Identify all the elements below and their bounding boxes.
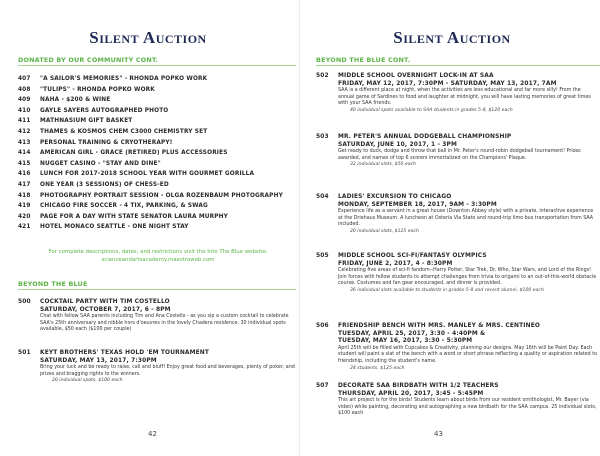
entry-number: 507 (316, 383, 329, 389)
item-number: 412 (18, 128, 31, 135)
entry-title: MIDDLE SCHOOL OVERNIGHT LOCK-IN AT SAA (338, 73, 494, 79)
entry-description: SAA is a different place at night, when the activities are less educational and far more silly! From the annual game of Sardines to food and laughter at midnight, you will have lasting memories of great times with your SAA friends. (338, 88, 591, 107)
item-name: "A SAILOR'S MEMORIES" - RHONDA POPKO WORK (40, 76, 208, 82)
auction-item-row (18, 85, 298, 96)
entry-date: TUESDAY, APRIL 25, 2017, 3:30 - 4:40PM & (338, 330, 486, 337)
entry-title: KEYT BROTHERS' TEXAS HOLD 'EM TOURNAMENT (40, 350, 210, 356)
entry-number: 506 (316, 323, 329, 329)
entry-availability: 24 students, $125 each (350, 365, 405, 371)
entry-availability: 36 individual slots available to students in grades 5-8 and recent alumni, $100 each (350, 287, 544, 293)
item-name: NAHA - $200 & WINE (40, 97, 111, 104)
entry-availability: 32 individual slots, $50 each (350, 162, 416, 168)
item-number: 417 (18, 181, 31, 188)
entry-number: 503 (316, 134, 329, 140)
auction-item-row (18, 106, 298, 117)
website-note (18, 248, 298, 264)
auction-item-row (18, 74, 298, 85)
entry-date: SATURDAY, OCTOBER 7, 2017, 6 - 8PM (40, 306, 171, 313)
auction-entry-505 (316, 253, 598, 294)
auction-entry-503 (316, 134, 598, 169)
auction-item-row (18, 180, 298, 191)
entry-date: FRIDAY, JUNE 2, 2017, 4 - 8:30PM (338, 260, 453, 267)
item-number: 420 (18, 213, 31, 220)
page-gutter (299, 0, 300, 456)
auction-entry-502 (316, 73, 598, 114)
entry-availability: 20 individual slots, $125 each (350, 228, 419, 234)
auction-entry-504 (316, 194, 598, 235)
item-name: ONE YEAR (3 SESSIONS) OF CHESS-ED (40, 181, 169, 188)
entry-availability: 20 individual spots, $100 each (52, 378, 123, 384)
item-number: 413 (18, 139, 31, 146)
item-number: 419 (18, 203, 31, 210)
entry-title: DECORATE SAA BIRDBATH WITH 1/2 TEACHERS (338, 383, 499, 389)
entry-title: MIDDLE SCHOOL SCI-FI/FANTASY OLYMPICS (338, 253, 487, 259)
item-number: 407 (18, 76, 31, 82)
auction-entry-506 (316, 323, 598, 372)
section-header-beyond-cont: BEYOND THE BLUE CONT. (316, 56, 411, 64)
item-name: "TULIPS" - RHONDA POPKO WORK (40, 86, 155, 93)
auction-item-row (18, 159, 298, 170)
entry-availability: 40 individual spots available to SAA students in grades 5-8, $120 each (350, 107, 513, 113)
auction-item-row (18, 201, 298, 212)
page-title: Silent Auction (393, 28, 511, 47)
item-number: 414 (18, 150, 31, 157)
auction-item-row (18, 116, 298, 127)
auction-item-row (18, 191, 298, 202)
entry-description: Experience life as a servant in a great house (Downton Abbey style) with a private, interactive experience at the Driehaus Museum. A luncheon at Osteria Via Stato and round-trip limo bus transportation from SAA included. (338, 209, 594, 228)
auction-entry-507 (316, 383, 598, 418)
entry-description: This art project is for the birds! Students learn about birds from our resident ornithologist, Mr. Bayer (via video) while painting, decorating and autographing a new birdbath for the SAA campus. 25 individual slots, $100 each (338, 398, 597, 417)
entry-date: SATURDAY, JUNE 10, 2017, 1 - 3PM (338, 141, 458, 148)
right-page (304, 0, 600, 456)
entry-description: Bring your luck and be ready to raise, call and bluff! Enjoy great food and beverages, plenty of poker, and prizes and bragging rights to the winners. (40, 365, 295, 377)
item-name: PHOTOGRAPHY PORTRAIT SESSION - OLGA ROZENBAUM PHOTOGRAPHY (40, 192, 283, 199)
entry-date-second: TUESDAY, MAY 16, 2017, 3:30 - 5:30PM (338, 338, 473, 345)
auction-item-row (18, 222, 298, 233)
entry-date: FRIDAY, MAY 12, 2017, 7:30PM - SATURDAY, MAY 13, 2017, 7AM (338, 80, 557, 87)
section-header-beyond: BEYOND THE BLUE (18, 280, 88, 288)
entry-date: THURSDAY, APRIL 20, 2017, 3:45 - 5:45PM (338, 390, 484, 397)
item-name: THAMES & KOSMOS CHEM C3000 CHEMISTRY SET (40, 128, 208, 135)
item-name: PAGE FOR A DAY WITH STATE SENATOR LAURA MURPHY (40, 213, 228, 220)
auction-entry-500 (18, 299, 298, 334)
item-name: NUGGET CASINO - "STAY AND DINE" (40, 160, 161, 167)
item-name: PERSONAL TRAINING & CRYOTHERAPY! (40, 139, 173, 146)
entry-date: SATURDAY, MAY 13, 2017, 7:30PM (40, 357, 157, 364)
entry-description: Get ready to duck, dodge and throw that ball in Mr. Peter's round-robin dodgeball tournament! Prizes awarded, and names of top 6 scorers immortalized on the Champions' Plaque. (338, 149, 581, 161)
auction-item-row (18, 212, 298, 223)
entry-number: 502 (316, 73, 329, 79)
website-note-text: For complete descriptions, dates, and restrictions visit the Into The Blue website: (48, 249, 268, 255)
section-divider (18, 65, 296, 66)
auction-item-row (18, 138, 298, 149)
item-name: GAYLE SAYERS AUTOGRAPHED PHOTO (40, 107, 169, 114)
entry-number: 505 (316, 253, 329, 259)
auction-item-row (18, 148, 298, 159)
item-number: 409 (18, 97, 31, 104)
item-name: MATHNASIUM GIFT BASKET (40, 118, 133, 125)
auction-item-row (18, 95, 298, 106)
entry-number: 500 (18, 299, 31, 305)
item-number: 411 (18, 118, 31, 125)
page-number: 42 (148, 430, 157, 438)
section-divider (18, 289, 296, 290)
section-header-donated: DONATED BY OUR COMMUNITY CONT. (18, 56, 159, 64)
entry-number: 504 (316, 194, 329, 200)
entry-description: Chat with fellow SAA parents including Tim and Ana Costello - as you sip a custom cocktail to celebrate SAA's 25th anniversary and nibble hors d'oeuvres in the lovely Chadera residence. 30 individual spots available, $50 each ($100 per couple) (40, 314, 289, 333)
item-number: 408 (18, 86, 31, 93)
page-title: Silent Auction (89, 28, 207, 47)
item-number: 415 (18, 160, 31, 167)
left-page (0, 0, 296, 456)
item-name: AMERICAN GIRL - GRACE (RETIRED) PLUS ACCESSORIES (40, 150, 228, 157)
website-link[interactable]: scienceandartsacademy.maestroweb.com (101, 257, 215, 263)
item-number: 421 (18, 224, 31, 231)
entry-title: LADIES' EXCURSION TO CHICAGO (338, 194, 452, 200)
entry-title: COCKTAIL PARTY WITH TIM COSTELLO (40, 299, 170, 305)
auction-item-list (18, 74, 298, 233)
item-name: HOTEL MONACO SEATTLE - ONE NIGHT STAY (40, 224, 189, 231)
item-name: LUNCH FOR 2017-2018 SCHOOL YEAR WITH GOURMET GORILLA (40, 171, 255, 178)
auction-item-row (18, 169, 298, 180)
section-divider (316, 65, 600, 66)
auction-item-row (18, 127, 298, 138)
entry-title: MR. PETER'S ANNUAL DODGEBALL CHAMPIONSHIP (338, 134, 512, 140)
entry-description: Celebrating five areas of sci-fi fandom--Harry Potter, Star Trek, Dr. Who, Star Wars, and Lord of the Rings! Join forces with fellow students to attempt challenges from trivia to origami to an out-of-this-world obstacle course. Costumes and fan gear encouraged, and dinner is provided. (338, 268, 597, 287)
auction-entry-501 (18, 350, 298, 385)
entry-description: April 25th will be filled with Cupcakes & Creativity, planning our designs. May 16th will be Paint Day. Each student will paint a slat of the bench with a word or short phrase reflecting a quality or aspiration related to friendship, including the student's name. (338, 345, 598, 364)
item-number: 416 (18, 171, 31, 178)
entry-title: FRIENDSHIP BENCH WITH MRS. MANLEY & MRS. CENTINEO (338, 323, 541, 329)
page-number: 43 (434, 430, 443, 438)
item-number: 410 (18, 107, 31, 114)
entry-number: 501 (18, 350, 31, 356)
entry-date: MONDAY, SEPTEMBER 18, 2017, 9AM - 3:30PM (338, 201, 497, 208)
item-name: CHICAGO FIRE SOCCER - 4 TIX, PARKING, & SWAG (40, 203, 208, 210)
item-number: 418 (18, 192, 31, 199)
